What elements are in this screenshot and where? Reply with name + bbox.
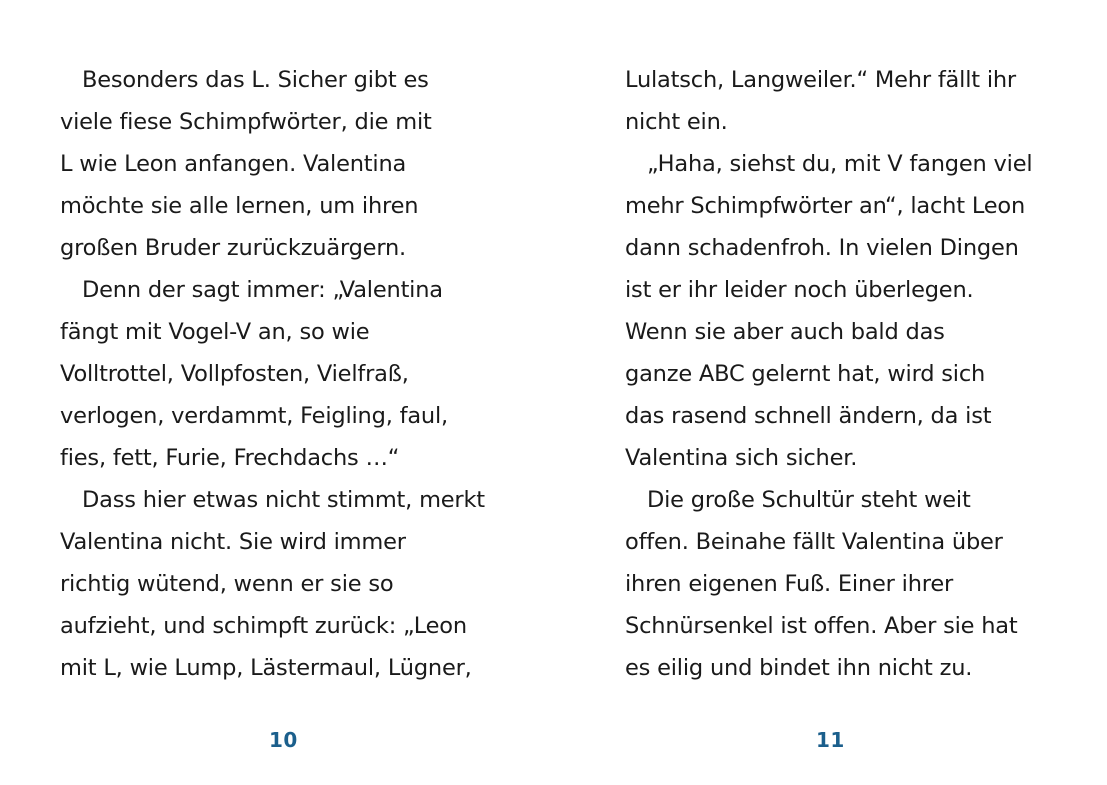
text-line: offen. Beinahe fällt Valentina über bbox=[625, 529, 1003, 555]
text-line: Valentina nicht. Sie wird immer bbox=[60, 529, 406, 555]
text-line: großen Bruder zurückzuärgern. bbox=[60, 235, 406, 261]
text-line: mit L, wie Lump, Lästermaul, Lügner, bbox=[60, 655, 472, 681]
text-line: das rasend schnell ändern, da ist bbox=[625, 403, 992, 429]
left-page-text bbox=[60, 59, 530, 689]
text-line: Schnürsenkel ist offen. Aber sie hat bbox=[625, 613, 1018, 639]
text-line: fängt mit Vogel-V an, so wie bbox=[60, 319, 370, 345]
text-line: „Haha, siehst du, mit V fangen viel bbox=[647, 151, 1033, 177]
text-line: viele fiese Schimpfwörter, die mit bbox=[60, 109, 432, 135]
text-line: Besonders das L. Sicher gibt es bbox=[82, 67, 429, 93]
text-line: verlogen, verdammt, Feigling, faul, bbox=[60, 403, 448, 429]
text-line: Die große Schultür steht weit bbox=[647, 487, 971, 513]
text-line: L wie Leon anfangen. Valentina bbox=[60, 151, 407, 177]
text-line: aufzieht, und schimpft zurück: „Leon bbox=[60, 613, 467, 639]
page-number-right: 11 bbox=[816, 728, 845, 752]
text-line: Wenn sie aber auch bald das bbox=[625, 319, 945, 345]
text-line: ist er ihr leider noch überlegen. bbox=[625, 277, 974, 303]
text-line: möchte sie alle lernen, um ihren bbox=[60, 193, 419, 219]
text-line: ganze ABC gelernt hat, wird sich bbox=[625, 361, 986, 387]
text-line: fies, fett, Furie, Frechdachs …“ bbox=[60, 445, 400, 471]
text-line: Volltrottel, Vollpfosten, Vielfraß, bbox=[60, 361, 409, 387]
page-number-left: 10 bbox=[269, 728, 298, 752]
text-line: richtig wütend, wenn er sie so bbox=[60, 571, 394, 597]
text-line: ihren eigenen Fuß. Einer ihrer bbox=[625, 571, 954, 597]
text-line: mehr Schimpfwörter an“, lacht Leon bbox=[625, 193, 1026, 219]
text-line: dann schadenfroh. In vielen Dingen bbox=[625, 235, 1019, 261]
right-page-text bbox=[625, 59, 1095, 689]
text-line: Dass hier etwas nicht stimmt, merkt bbox=[82, 487, 485, 513]
text-line: es eilig und bindet ihn nicht zu. bbox=[625, 655, 973, 681]
text-line: Valentina sich sicher. bbox=[625, 445, 858, 471]
text-line: Denn der sagt immer: „Valentina bbox=[82, 277, 443, 303]
text-line: Lulatsch, Langweiler.“ Mehr fällt ihr bbox=[625, 67, 1016, 93]
text-line: nicht ein. bbox=[625, 109, 728, 135]
